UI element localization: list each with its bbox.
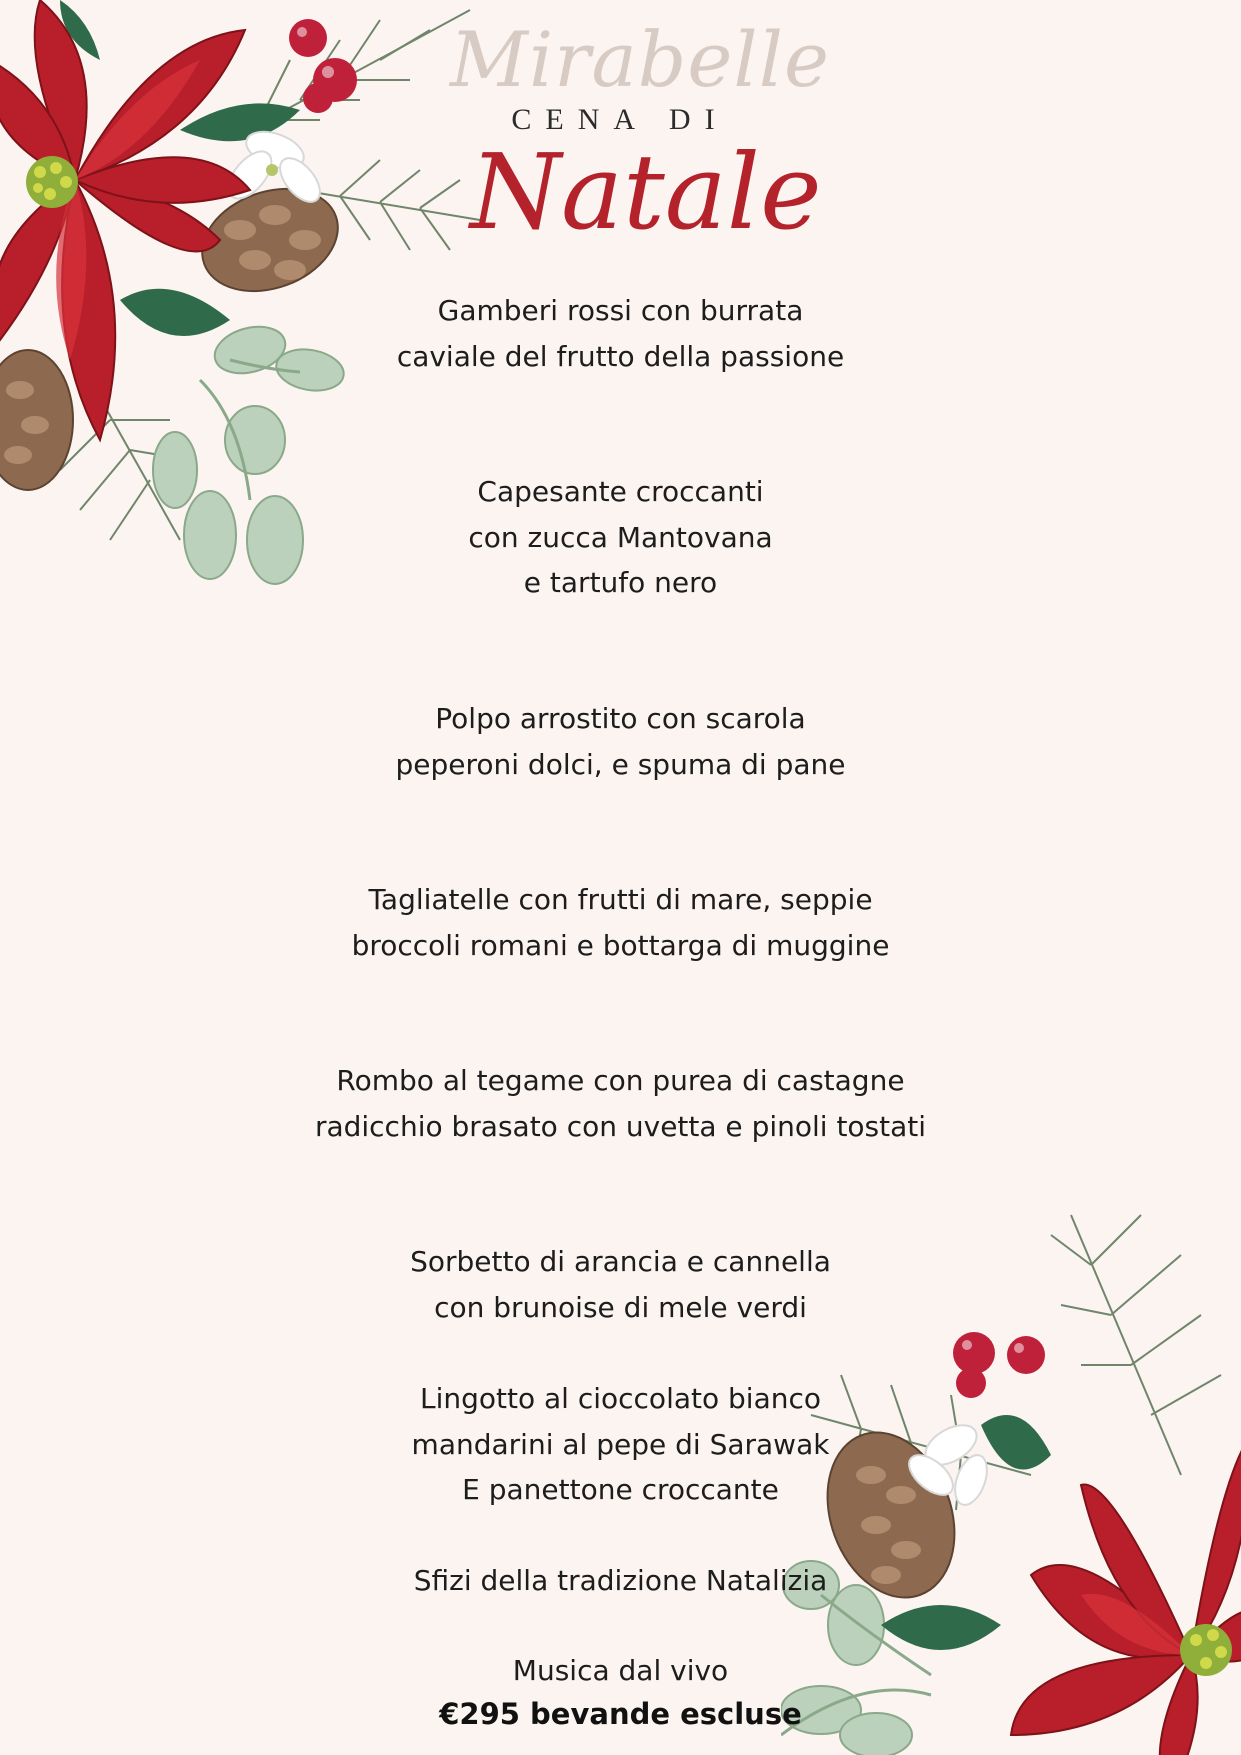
course-line: con brunoise di mele verdi (434, 1290, 807, 1324)
course-line: Gamberi rossi con burrata (437, 294, 804, 327)
course-line: mandarini al pepe di Sarawak (411, 1427, 830, 1461)
course-line: Sfizi della tradizione Natalizia (413, 1564, 828, 1597)
course-8 (0, 1558, 1241, 1604)
course-2 (0, 469, 1241, 606)
course-line: Lingotto al cioccolato bianco (419, 1382, 821, 1415)
title-prefix: CENA DI (511, 103, 729, 136)
title-main: Natale (470, 131, 822, 253)
course-line: Tagliatelle con frutti di mare, seppie (368, 883, 873, 916)
live-music (0, 1648, 1241, 1694)
course-line: Musica dal vivo (512, 1654, 729, 1687)
course-3 (0, 696, 1241, 787)
course-5 (0, 1058, 1241, 1149)
course-line: Rombo al tegame con purea di castagne (336, 1064, 905, 1097)
price: €295 bevande escluse (439, 1697, 802, 1731)
course-6 (0, 1239, 1241, 1330)
course-line: E panettone croccante (462, 1473, 779, 1506)
course-4 (0, 877, 1241, 968)
course-line: e tartufo nero (523, 566, 718, 599)
course-line: con zucca Mantovana (468, 520, 773, 554)
course-7 (0, 1376, 1241, 1513)
restaurant-logo: Mirabelle (450, 15, 830, 104)
course-line: peperoni dolci, e spuma di pane (395, 747, 846, 781)
course-line: Sorbetto di arancia e cannella (410, 1245, 831, 1278)
course-1 (0, 288, 1241, 379)
course-line: caviale del frutto della passione (396, 339, 845, 373)
course-line: broccoli romani e bottarga di muggine (351, 928, 890, 962)
course-line: Polpo arrostito con scarola (435, 702, 806, 735)
course-line: Capesante croccanti (477, 475, 764, 508)
course-line: radicchio brasato con uvetta e pinoli tostati (314, 1109, 927, 1143)
